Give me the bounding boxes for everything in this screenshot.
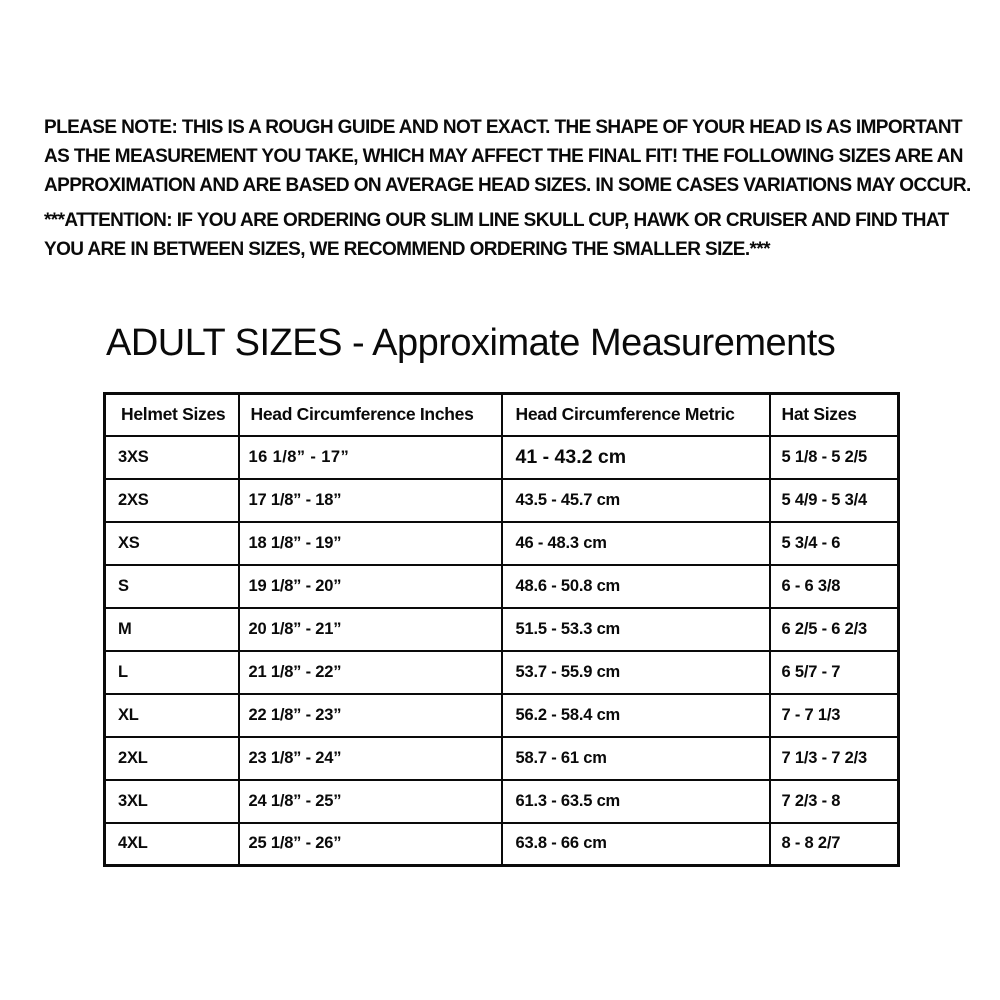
helmet-size-cell: M [105,608,239,651]
table-row [105,823,899,866]
notice-line: AS THE MEASUREMENT YOU TAKE, WHICH MAY AFFECT THE FINAL FIT! THE FOLLOWING SIZES ARE AN [44,146,963,167]
table-row [105,608,899,651]
table-row [105,737,899,780]
hat-size-cell: 6 5/7 - 7 [770,651,899,694]
inches-cell: 23 1/8” - 24” [239,737,502,780]
inches-cell: 20 1/8” - 21” [239,608,502,651]
helmet-size-cell: 4XL [105,823,239,866]
table-header-row [105,394,899,436]
inches-cell: 18 1/8” - 19” [239,522,502,565]
attention-line: YOU ARE IN BETWEEN SIZES, WE RECOMMEND ORDERING THE SMALLER SIZE.*** [44,239,770,260]
metric-cell: 48.6 - 50.8 cm [502,565,770,608]
inches-cell: 21 1/8” - 22” [239,651,502,694]
table-row [105,651,899,694]
hat-size-cell: 8 - 8 2/7 [770,823,899,866]
hat-size-cell: 5 4/9 - 5 3/4 [770,479,899,522]
attention-paragraph [44,206,984,264]
metric-cell: 63.8 - 66 cm [502,823,770,866]
table-row [105,522,899,565]
inches-header: Head Circumference Inches [239,394,502,436]
table-row [105,479,899,522]
hat-size-cell: 6 2/5 - 6 2/3 [770,608,899,651]
inches-cell: 16 1/8” - 17” [239,436,502,479]
hat-size-cell: 7 2/3 - 8 [770,780,899,823]
metric-cell: 53.7 - 55.9 cm [502,651,770,694]
inches-cell: 19 1/8” - 20” [239,565,502,608]
metric-cell: 41 - 43.2 cm [502,436,770,479]
hat-size-cell: 6 - 6 3/8 [770,565,899,608]
metric-cell: 46 - 48.3 cm [502,522,770,565]
helmet-size-cell: L [105,651,239,694]
attention-line: ***ATTENTION: IF YOU ARE ORDERING OUR SLIM LINE SKULL CUP, HAWK OR CRUISER AND FIND THAT [44,210,949,231]
notice-line: APPROXIMATION AND ARE BASED ON AVERAGE HEAD SIZES. IN SOME CASES VARIATIONS MAY OCCUR. [44,175,971,196]
helmet-size-cell: XL [105,694,239,737]
adult-sizes-table [103,392,900,867]
metric-cell: 58.7 - 61 cm [502,737,770,780]
metric-cell: 51.5 - 53.3 cm [502,608,770,651]
table-row [105,694,899,737]
notice-line: PLEASE NOTE: THIS IS A ROUGH GUIDE AND NOT EXACT. THE SHAPE OF YOUR HEAD IS AS IMPORTANT [44,117,963,138]
metric-cell: 56.2 - 58.4 cm [502,694,770,737]
hat-size-cell: 5 1/8 - 5 2/5 [770,436,899,479]
helmet-size-cell: S [105,565,239,608]
metric-cell: 43.5 - 45.7 cm [502,479,770,522]
hat-sizes-header: Hat Sizes [770,394,899,436]
size-table-body [105,436,899,866]
hat-size-cell: 7 1/3 - 7 2/3 [770,737,899,780]
table-row [105,780,899,823]
inches-cell: 17 1/8” - 18” [239,479,502,522]
inches-cell: 25 1/8” - 26” [239,823,502,866]
hat-size-cell: 7 - 7 1/3 [770,694,899,737]
table-row [105,565,899,608]
metric-cell: 61.3 - 63.5 cm [502,780,770,823]
helmet-size-cell: XS [105,522,239,565]
helmet-size-cell: 3XL [105,780,239,823]
helmet-size-cell: 3XS [105,436,239,479]
metric-header: Head Circumference Metric [502,394,770,436]
helmet-sizes-header: Helmet Sizes [105,394,239,436]
inches-cell: 22 1/8” - 23” [239,694,502,737]
helmet-size-cell: 2XL [105,737,239,780]
table-row [105,436,899,479]
section-title: ADULT SIZES - Approximate Measurements [106,322,836,364]
hat-size-cell: 5 3/4 - 6 [770,522,899,565]
please-note-paragraph [44,113,984,200]
inches-cell: 24 1/8” - 25” [239,780,502,823]
helmet-size-cell: 2XS [105,479,239,522]
